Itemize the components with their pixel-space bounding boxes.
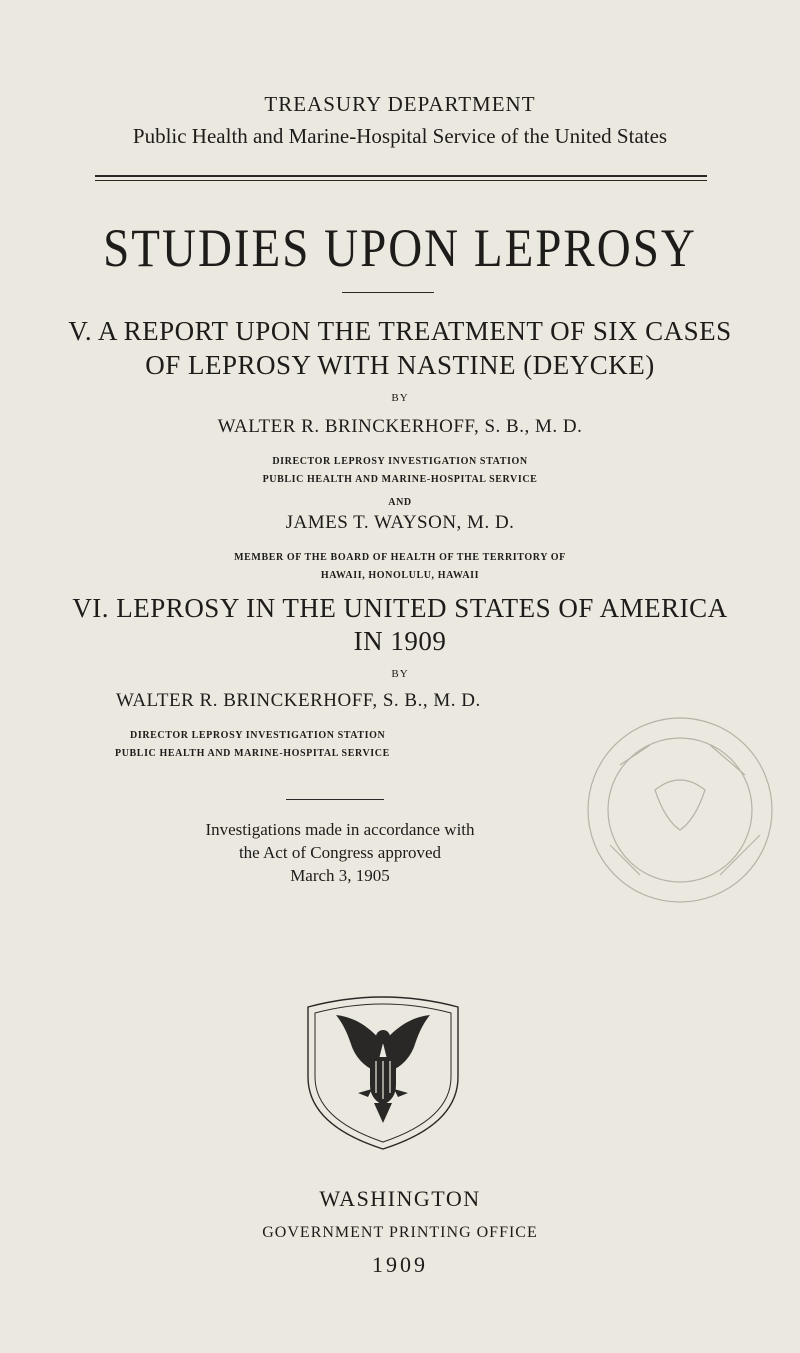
section-v-author1-title1: DIRECTOR LEPROSY INVESTIGATION STATION [272, 456, 528, 467]
service-name: Public Health and Marine-Hospital Service of the United States [132, 124, 668, 148]
title-divider [342, 292, 434, 293]
section-v-author1-title2: PUBLIC HEALTH AND MARINE-HOSPITAL SERVICE [262, 474, 538, 485]
library-stamp-icon [560, 705, 800, 915]
imprint-printer: GOVERNMENT PRINTING OFFICE [262, 1224, 538, 1241]
section-vi-author-title1: DIRECTOR LEPROSY INVESTIGATION STATION [130, 730, 386, 741]
section-vi-title-line2: IN 1909 [353, 626, 447, 656]
department-name: TREASURY DEPARTMENT [264, 92, 536, 116]
header-rule-thick [95, 175, 707, 177]
note-line1: Investigations made in accordance with [205, 820, 475, 839]
section-v-author2-title1: MEMBER OF THE BOARD OF HEALTH OF THE TERRITORY OF [234, 552, 566, 563]
section-v-title-line2: OF LEPROSY WITH NASTINE (DEYCKE) [145, 350, 655, 380]
section-vi-author: WALTER R. BRINCKERHOFF, S. B., M. D. [116, 690, 481, 711]
section-v-by: BY [391, 392, 409, 404]
eagle-seal-icon [298, 985, 468, 1153]
section-vi-author-title2: PUBLIC HEALTH AND MARINE-HOSPITAL SERVICE [115, 748, 390, 759]
header-rule-thin [95, 180, 707, 181]
note-line3: March 3, 1905 [290, 866, 390, 885]
section-vi-by: BY [391, 668, 409, 680]
section-v-and: AND [388, 497, 412, 508]
page-title: STUDIES UPON LEPROSY [103, 219, 697, 279]
note-line2: the Act of Congress approved [238, 843, 442, 862]
imprint-year: 1909 [372, 1252, 428, 1277]
imprint-city: WASHINGTON [319, 1186, 481, 1211]
section-vi-title-line1: VI. LEPROSY IN THE UNITED STATES OF AMERICA [72, 593, 728, 623]
section-divider [286, 799, 384, 800]
section-v-author2-title2: HAWAII, HONOLULU, HAWAII [320, 570, 480, 581]
section-v-author1: WALTER R. BRINCKERHOFF, S. B., M. D. [217, 416, 583, 437]
section-v-author2: JAMES T. WAYSON, M. D. [285, 512, 515, 533]
section-v-title-line1: V. A REPORT UPON THE TREATMENT OF SIX CASES [68, 316, 732, 346]
